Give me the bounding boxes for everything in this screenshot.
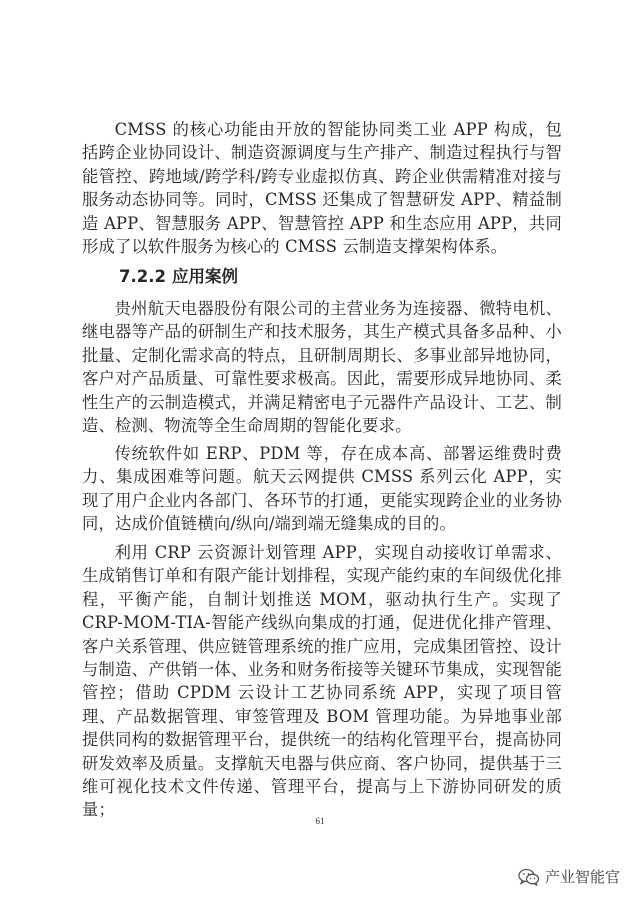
wechat-icon [518,868,540,886]
paragraph-cmss-core: CMSS 的核心功能由开放的智能协同类工业 APP 构成，包括跨企业协同设计、制造资源调度与生产排产、制造过程执行与智能管控、跨地域/跨学科/跨专业虚拟仿真、跨企业供需精准对接与服务动态协同等。同时，CMSS 还集成了智慧研发 APP、精益制造 APP、智慧服务 APP、智慧管控 APP 和生态应用 APP，共同形成了以软件服务为核心的 CMSS 云制造支撑架构体系。 [82,120,562,257]
paragraph-crp-app: 利用 CRP 云资源计划管理 APP，实现自动接收订单需求、生成销售订单和有限产能计划排程，实现产能约束的车间级优化排程，平衡产能，自制计划推送 MOM，驱动执行生产。实现了 CRP-MOM-TIA-智能产线纵向集成的打通，促进优化排产管理、客户关系管理、供应链管理系统的推广应用，完成集团管控、设计与制造、产供销一体、业务和财务衔接等关键环节集成，实现智能管控；借助 CPDM 云设计工艺协同系统 APP，实现了项目管理、产品数据管理、审签管理及 BOM 管理功能。为异地事业部提供同构的数据管理平台，提供统一的结构化管理平台，提高协同研发效率及质量。支撑航天电器与供应商、客户协同，提供基于三维可视化技术文件传递、管理平台，提高与上下游协同研发的质量； [82,543,562,820]
watermark-text: 产业智能官 [544,868,620,886]
section-number: 7.2.2 [119,267,166,286]
watermark [518,866,620,887]
page-number: 61 [315,816,325,826]
section-title: 应用案例 [171,267,238,286]
paragraph-company-intro: 贵州航天电器股份有限公司的主营业务为连接器、微特电机、继电器等产品的研制生产和技术服务，其生产模式具备多品种、小批量、定制化需求高的特点，且研制周期长、多事业部异地协同，客户对产品质量、可靠性要求极高。因此，需要形成异地协同、柔性生产的云制造模式，并满足精密电子元器件产品设计、工艺、制造、检测、物流等全生命周期的智能化要求。 [82,299,562,436]
paragraph-traditional-software: 传统软件如 ERP、PDM 等，存在成本高、部署运维费时费力、集成困难等问题。航天云网提供 CMSS 系列云化 APP，实现了用户企业内各部门、各环节的打通，更能实现跨企业的业务协同，达成价值链横向/纵向/端到端无缝集成的目的。 [82,444,562,534]
section-heading [119,265,238,288]
